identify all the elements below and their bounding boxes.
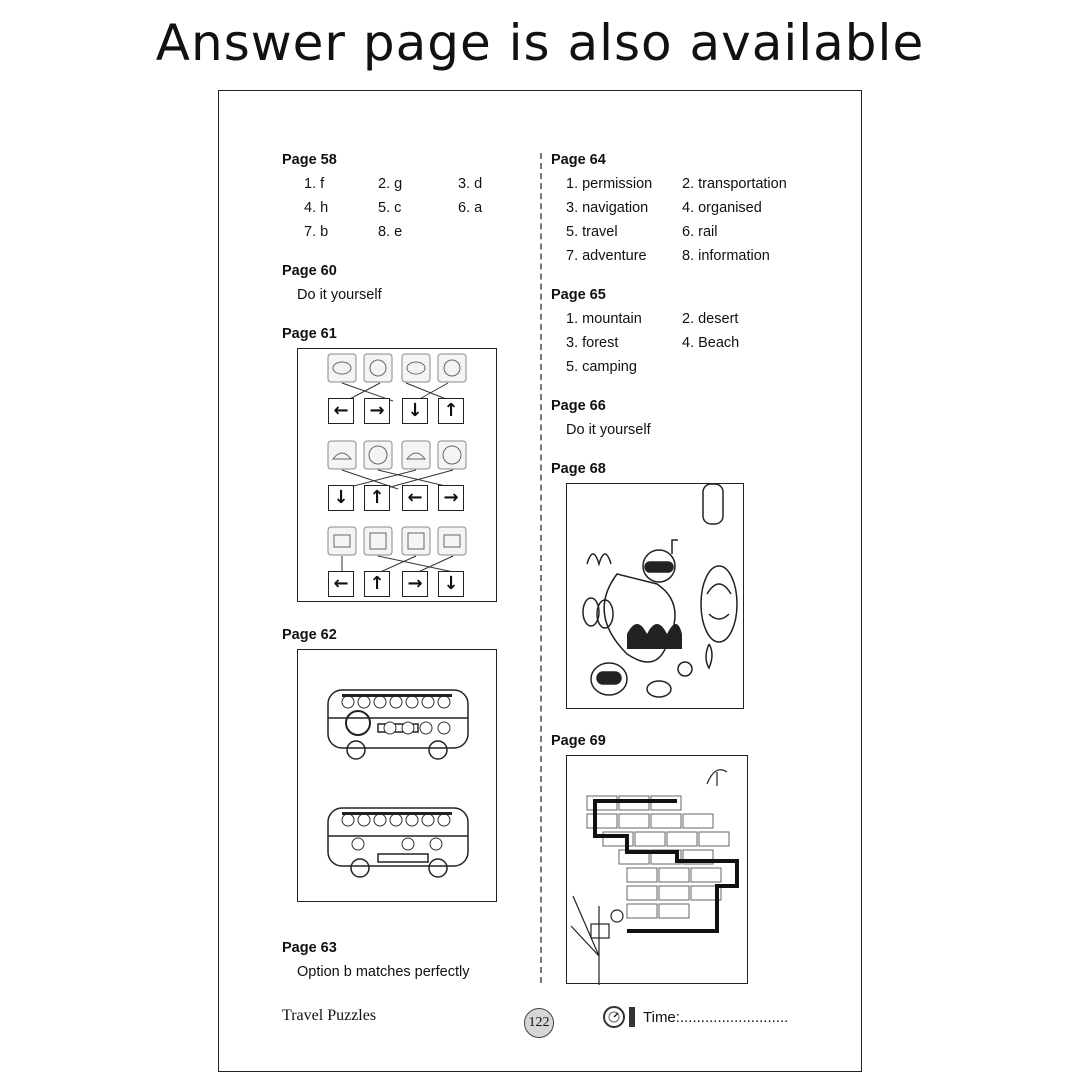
answer-65-5: 5. camping xyxy=(566,359,637,375)
page-58-heading: Page 58 xyxy=(282,152,337,168)
answer-65-3: 3. forest xyxy=(566,335,619,351)
page-number: 122 xyxy=(524,1008,554,1038)
maze-illustration xyxy=(567,756,749,985)
page-66-heading: Page 66 xyxy=(551,398,606,414)
matching-figure xyxy=(298,349,498,603)
page-61-figure xyxy=(297,348,497,602)
answer-58-1: 1. f xyxy=(304,176,325,192)
answer-64-2: 2. transportation xyxy=(682,176,787,192)
page-60-answer: Do it yourself xyxy=(297,287,382,303)
answer-58-8: 8. e xyxy=(378,224,403,240)
arrow-down-icon: ↓ xyxy=(328,485,354,511)
bus-illustration xyxy=(298,650,498,903)
page-68-heading: Page 68 xyxy=(551,461,606,477)
hidden-objects-illustration xyxy=(567,484,745,710)
answer-64-3: 3. navigation xyxy=(566,200,649,216)
answer-65-4: 4. Beach xyxy=(682,335,740,351)
page-63-answer: Option b matches perfectly xyxy=(297,964,470,980)
banner-title: Answer page is also available xyxy=(155,14,925,72)
time-field-label: Time:.......................... xyxy=(643,1009,789,1026)
arrow-down-icon: ↓ xyxy=(402,398,428,424)
answer-65-1: 1. mountain xyxy=(566,311,642,327)
answer-64-5: 5. travel xyxy=(566,224,618,240)
arrow-left-icon: ← xyxy=(402,485,428,511)
arrow-left-icon: ← xyxy=(328,571,354,597)
page-63-heading: Page 63 xyxy=(282,940,337,956)
answer-64-1: 1. permission xyxy=(566,176,653,192)
page-66-answer: Do it yourself xyxy=(566,422,651,438)
answer-58-4: 4. h xyxy=(304,200,329,216)
answer-58-5: 5. c xyxy=(378,200,402,216)
page-60-heading: Page 60 xyxy=(282,263,337,279)
page-69-heading: Page 69 xyxy=(551,733,606,749)
arrow-right-icon: → xyxy=(364,398,390,424)
page-62-heading: Page 62 xyxy=(282,627,337,643)
answer-65-2: 2. desert xyxy=(682,311,739,327)
arrow-right-icon: → xyxy=(402,571,428,597)
answer-sheet xyxy=(218,90,862,1072)
arrow-left-icon: ← xyxy=(328,398,354,424)
arrow-right-icon: → xyxy=(438,485,464,511)
page-61-heading: Page 61 xyxy=(282,326,337,342)
book-title: Travel Puzzles xyxy=(282,1007,377,1024)
answer-58-6: 6. a xyxy=(458,200,483,216)
answer-58-3: 3. d xyxy=(458,176,483,192)
arrow-up-icon: ↑ xyxy=(438,398,464,424)
palm-tree xyxy=(707,770,727,786)
arrow-up-icon: ↑ xyxy=(364,571,390,597)
page-64-heading: Page 64 xyxy=(551,152,606,168)
page-69-figure xyxy=(566,755,748,984)
page-68-figure xyxy=(566,483,744,709)
arrow-up-icon: ↑ xyxy=(364,485,390,511)
column-divider xyxy=(540,153,542,983)
maze-solution-path xyxy=(595,801,737,931)
answer-64-8: 8. information xyxy=(682,248,770,264)
page-62-figure xyxy=(297,649,497,902)
stopwatch-icon xyxy=(602,1004,638,1030)
answer-64-6: 6. rail xyxy=(682,224,718,240)
answer-64-7: 7. adventure xyxy=(566,248,647,264)
page-65-heading: Page 65 xyxy=(551,287,606,303)
answer-64-4: 4. organised xyxy=(682,200,762,216)
answer-58-2: 2. g xyxy=(378,176,403,192)
answer-58-7: 7. b xyxy=(304,224,329,240)
arrow-down-icon: ↓ xyxy=(438,571,464,597)
